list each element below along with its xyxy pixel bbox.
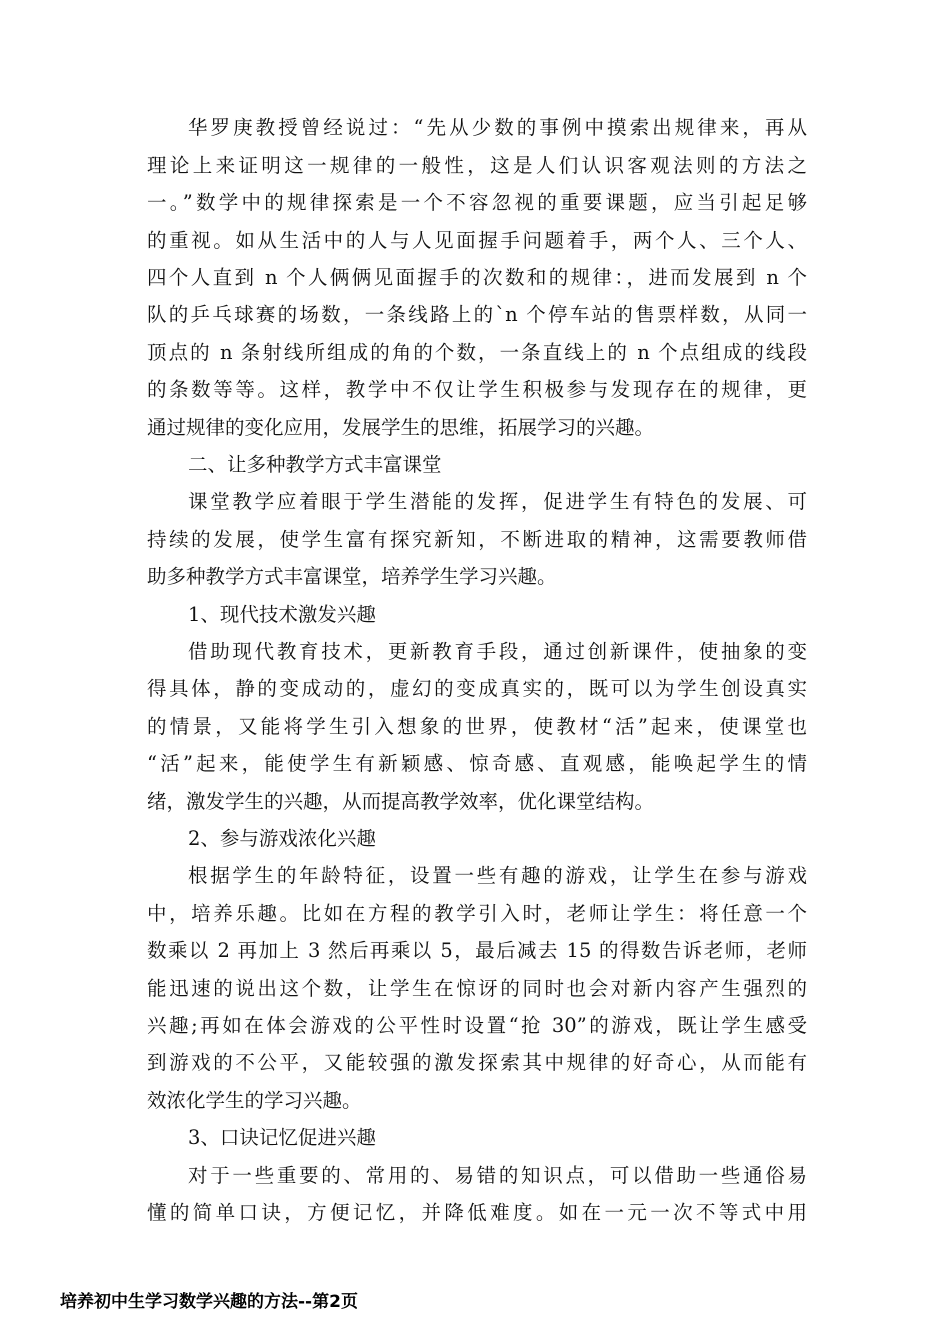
subsection-heading: 2、参与游戏浓化兴趣 [188, 827, 376, 850]
paragraph-line: 顶点的 n 条射线所组成的角的个数，一条直线上的 n 个点组成的线段 [147, 341, 807, 364]
paragraph-line: 的条数等等。这样，教学中不仅让学生积极参与发现存在的规律，更 [147, 378, 807, 401]
paragraph-line: 一。”数学中的规律探索是一个不容忽视的重要课题，应当引起足够 [147, 191, 807, 214]
paragraph-line: 根据学生的年龄特征，设置一些有趣的游戏，让学生在参与游戏 [188, 864, 807, 887]
paragraph-line: 通过规律的变化应用，发展学生的思维，拓展学习的兴趣。 [147, 416, 655, 439]
paragraph-line: 懂的简单口诀，方便记忆，并降低难度。如在一元一次不等式中用 [147, 1201, 807, 1224]
paragraph-line: 得具体，静的变成动的，虚幻的变成真实的，既可以为学生创设真实 [147, 677, 807, 700]
paragraph-line: “活”起来，能使学生有新颖感、惊奇感、直观感，能唤起学生的情 [147, 752, 807, 775]
paragraph-line: 效浓化学生的学习兴趣。 [147, 1089, 362, 1112]
paragraph-line: 的情景，又能将学生引入想象的世界，使教材“活”起来，使课堂也 [147, 715, 807, 738]
paragraph-line: 队的乒乓球赛的场数，一条线路上的`n 个停车站的售票样数，从同一 [147, 303, 807, 326]
paragraph-line: 借助现代教育技术，更新教育手段，通过创新课件，使抽象的变 [188, 640, 807, 663]
paragraph-line: 助多种教学方式丰富课堂，培养学生学习兴趣。 [147, 565, 557, 588]
paragraph-line: 持续的发展，使学生富有探究新知，不断进取的精神，这需要教师借 [147, 528, 807, 551]
paragraph-line: 理论上来证明这一规律的一般性，这是人们认识客观法则的方法之 [147, 154, 807, 177]
paragraph-line: 华罗庚教授曾经说过：“先从少数的事例中摸索出规律来，再从 [188, 116, 807, 139]
paragraph-line: 到游戏的不公平，又能较强的激发探索其中规律的好奇心，从而能有 [147, 1051, 807, 1074]
paragraph-line: 课堂教学应着眼于学生潜能的发挥，促进学生有特色的发展、可 [188, 490, 807, 513]
paragraph-line: 对于一些重要的、常用的、易错的知识点，可以借助一些通俗易 [188, 1164, 807, 1187]
paragraph-line: 能迅速的说出这个数，让学生在惊讶的同时也会对新内容产生强烈的 [147, 977, 807, 1000]
paragraph-line: 中，培养乐趣。比如在方程的教学引入时，老师让学生：将任意一个 [147, 902, 807, 925]
subsection-heading: 3、口诀记忆促进兴趣 [188, 1126, 376, 1149]
paragraph-line: 四个人直到 n 个人俩俩见面握手的次数和的规律：，进而发展到 n 个 [147, 266, 807, 289]
page-footer: 培养初中生学习数学兴趣的方法--第2页 [60, 1292, 358, 1312]
paragraph-line: 的重视。如从生活中的人与人见面握手问题着手，两个人、三个人、 [147, 229, 807, 252]
paragraph-line: 数乘以 2 再加上 3 然后再乘以 5，最后减去 15 的得数告诉老师，老师 [147, 939, 807, 962]
paragraph-line: 兴趣;再如在体会游戏的公平性时设置“抢 30”的游戏，既让学生感受 [147, 1014, 807, 1037]
paragraph-line: 绪，激发学生的兴趣，从而提高教学效率，优化课堂结构。 [147, 790, 655, 813]
subsection-heading: 1、现代技术激发兴趣 [188, 603, 376, 626]
section-heading: 二、让多种教学方式丰富课堂 [188, 453, 442, 476]
